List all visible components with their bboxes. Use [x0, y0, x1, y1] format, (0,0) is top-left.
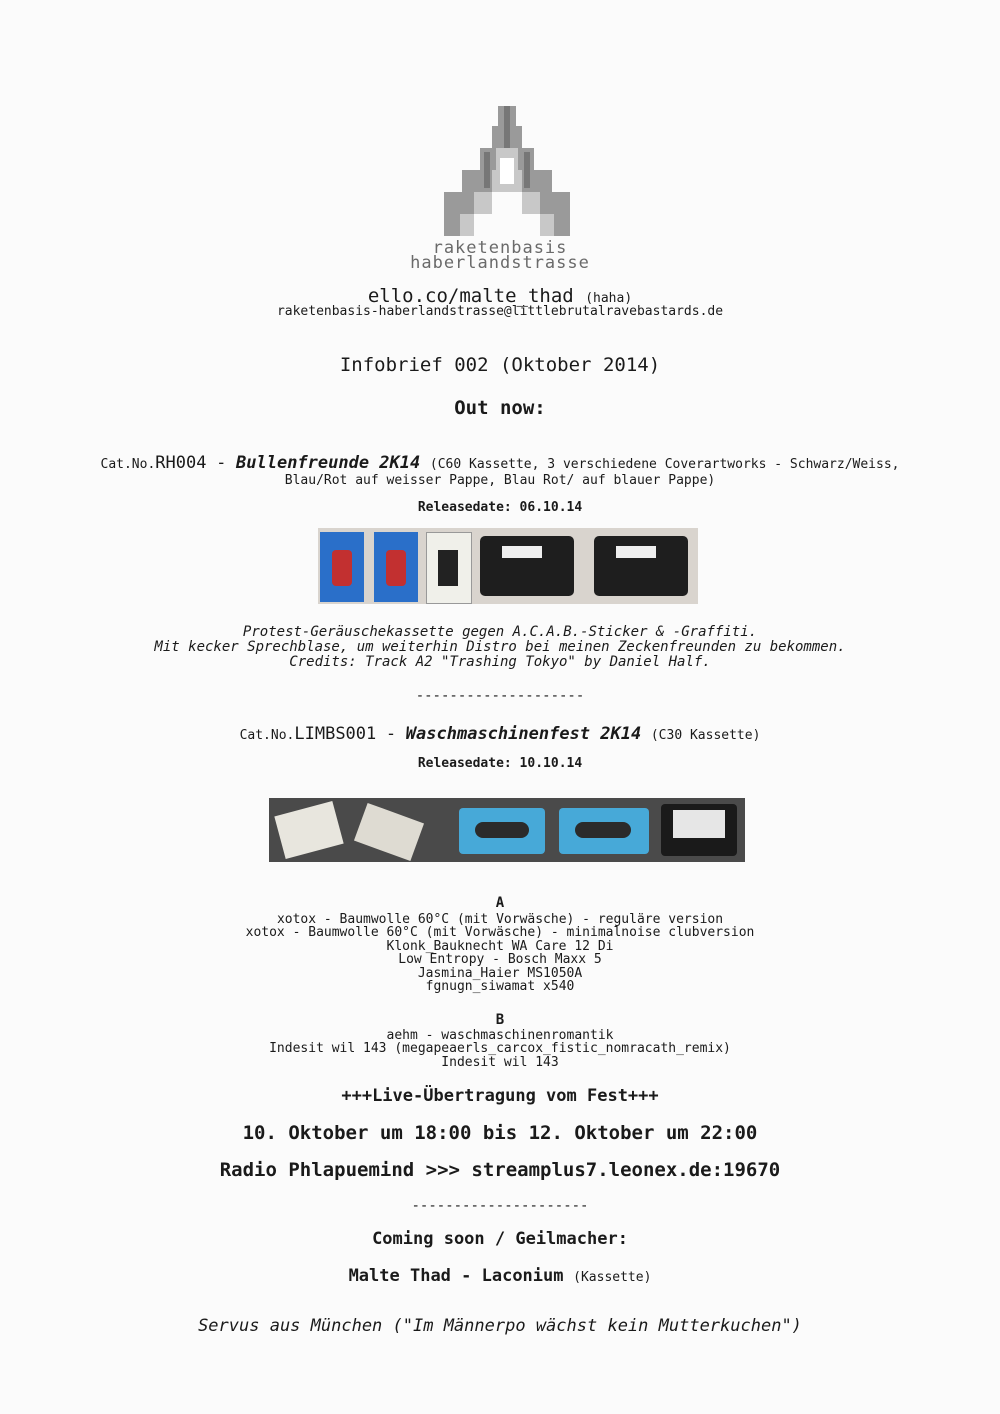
separator-2: ---------------------: [411, 1198, 589, 1214]
release2-cat-prefix: Cat.No.: [239, 728, 295, 743]
release1-title: Bullenfreunde 2K14: [236, 453, 421, 473]
release1-desc-line1: Protest-Geräuschekassette gegen A.C.A.B.-Sticker & -Graffiti.: [242, 624, 758, 640]
live-dates: 10. Oktober um 18:00 bis 12. Oktober um 22:00: [242, 1122, 758, 1144]
logo-text-line1: raketenbasis: [432, 238, 568, 258]
release1-dash: -: [216, 453, 227, 473]
coming-soon-format: (Kassette): [573, 1270, 652, 1285]
release1-cat-no: RH004: [155, 453, 207, 473]
out-now-heading: Out now:: [454, 397, 546, 419]
side-a-track: xotox - Baumwolle 60°C (mit Vorwäsche) - reguläre version: [276, 912, 724, 927]
release2-details: (C30 Kassette): [650, 728, 761, 743]
side-a-track: Klonk_Bauknecht WA Care 12 Di: [386, 939, 614, 954]
release2-title: Waschmaschinenfest 2K14: [405, 724, 642, 744]
page-title: Infobrief 002 (Oktober 2014): [339, 354, 661, 376]
side-a-track: xotox - Baumwolle 60°C (mit Vorwäsche) - minimalnoise clubversion: [245, 925, 755, 940]
separator-1: --------------------: [415, 688, 585, 704]
side-b-label: B: [495, 1012, 505, 1028]
release2-dash: -: [385, 724, 397, 744]
side-a-track: Jasmina_Haier MS1050A: [417, 966, 583, 981]
release1-details-line2: Blau/Rot auf weisser Pappe, Blau Rot/ auf blauer Pappe): [284, 473, 716, 488]
contact-url-note: (haha): [585, 291, 633, 306]
live-radio-stream[interactable]: Radio Phlapuemind >>> streamplus7.leonex.de:19670: [219, 1159, 781, 1181]
side-b-track: Indesit wil 143 (megapeaerls_carcox_fistic_nomracath_remix): [269, 1041, 731, 1056]
release1-cassette-photo: [318, 528, 698, 604]
release1-desc-line2: Mit kecker Sprechblase, um weiterhin Distro bei meinen Zeckenfreunden zu bekommen.: [154, 639, 846, 655]
contact-url[interactable]: ello.co/malte_thad: [367, 285, 574, 307]
release2-cat-no: LIMBS001: [294, 724, 377, 744]
release2-cassette-photo: [269, 798, 745, 862]
release2-header: [0, 724, 1000, 744]
live-title: +++Live-Übertragung vom Fest+++: [341, 1086, 659, 1106]
release1-details-line1: (C60 Kassette, 3 verschiedene Coverartworks - Schwarz/Weiss,: [429, 457, 900, 472]
coming-soon-artist-release: Malte Thad - Laconium: [348, 1266, 564, 1286]
side-a-track: Low Entropy - Bosch Maxx 5: [398, 952, 602, 967]
coming-soon-release: [0, 1266, 1000, 1286]
release1-date: Releasedate: 06.10.14: [417, 500, 583, 515]
closing-line: Servus aus München ("Im Männerpo wächst kein Mutterkuchen"): [198, 1316, 802, 1336]
side-b-track: Indesit wil 143: [441, 1055, 559, 1070]
release2-date: Releasedate: 10.10.14: [417, 756, 583, 771]
release1-cat-prefix: Cat.No.: [100, 457, 156, 472]
release1-header: [0, 453, 1000, 473]
side-b-track: aehm - waschmaschinenromantik: [386, 1028, 614, 1043]
side-a-label: A: [495, 895, 505, 911]
side-a-track: fgnugn_siwamat x540: [425, 979, 575, 994]
contact-email[interactable]: raketenbasis-haberlandstrasse@littlebrutalravebastards.de: [276, 304, 724, 319]
logo-text-line2: haberlandstrasse: [410, 253, 590, 273]
coming-soon-title: Coming soon / Geilmacher:: [372, 1229, 628, 1249]
release1-desc-line3: Credits: Track A2 "Trashing Tokyo" by Daniel Half.: [289, 654, 711, 670]
